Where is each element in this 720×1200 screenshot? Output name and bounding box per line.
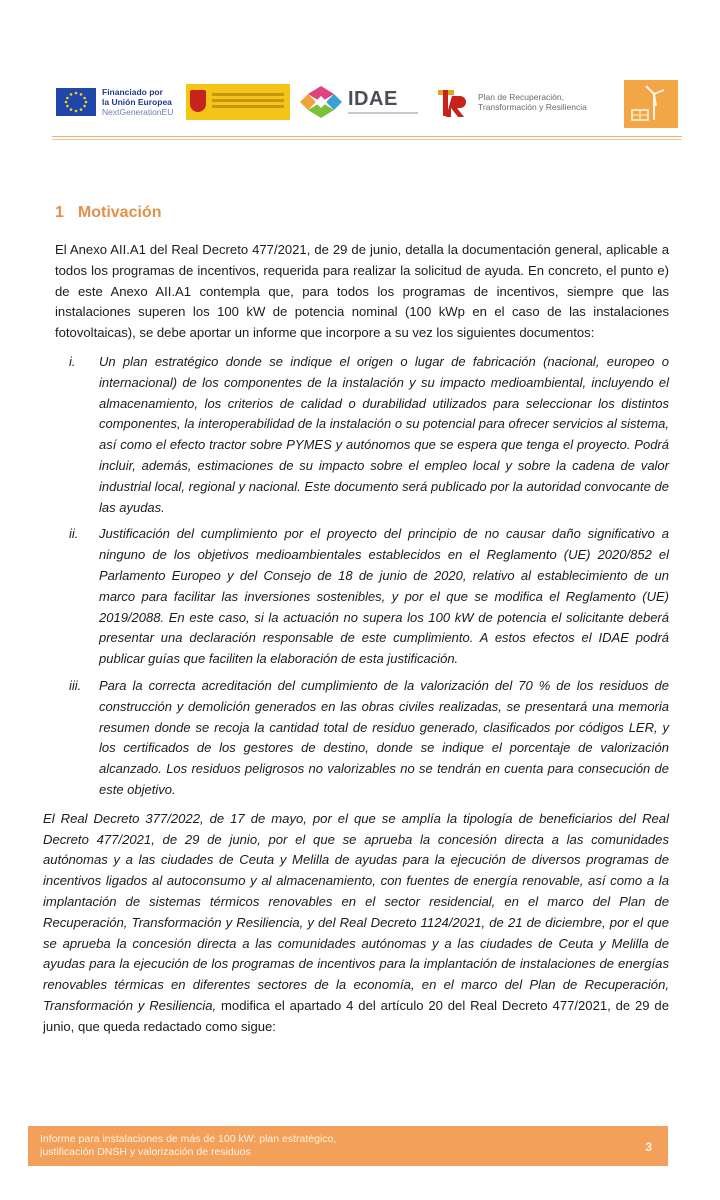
footer-line-1: Informe para instalaciones de más de 100 kW: plan estratégico, <box>40 1133 337 1145</box>
list-marker: ii. <box>69 526 79 542</box>
government-logo <box>186 84 290 120</box>
list-marker: i. <box>69 353 76 369</box>
page-header <box>52 80 682 132</box>
eu-line-3: NextGenerationEU <box>102 107 174 117</box>
idae-logo-mark-icon <box>298 84 344 120</box>
list-item-text: Justificación del cumplimiento por el proyecto del principio de no causar daño significativo a ninguno de los objetivos medioambientales establecidos en el Reglamento (UE) 2020/852 el Parlamento Europeo y del Consejo de 18 de junio de 2020, relativo al establecimiento de un marco para facilitar las inversiones sostenibles, y por el que se modifica el Reglamento (UE) 2019/2088. En este caso, si la actuación no supera los 100 kW de potencia el solicitante deberá presentar una declaración responsable de este cumplimiento. A estos efectos el IDAE podrá publicar guías que faciliten la elaboración de esta justificación. <box>99 526 669 667</box>
footer-title <box>40 1133 336 1159</box>
prtr-logo-mark-icon <box>436 86 468 120</box>
page-number: 3 <box>645 1140 652 1154</box>
closing-normal-text: modifica el apartado 4 del artículo 20 del Real Decreto 477/2021, de 29 de junio, que queda redactado como sigue: <box>43 997 669 1034</box>
section-title: Motivación <box>77 204 162 221</box>
closing-paragraph <box>43 809 669 1038</box>
list-item-text: Un plan estratégico donde se indique el origen o lugar de fabricación (nacional, europeo o internacional) de los componentes de la instalación y su impacto medioambiental, incluyendo el almacenamiento, los criterios de calidad o durabilidad utilizados para seleccionar los distintos componentes, la interoperabilidad de la instalación o su potencial para ofrecer servicios al sistema, así como el efecto tractor sobre PYMES y autónomos que se espera que tenga el proyecto. Podrá incluir, además, estimaciones de su impacto sobre el empleo local y sobre la cadena de valor industrial local, regional y nacional. Este documento será publicado por la autoridad convocante de las ayudas. <box>99 353 669 515</box>
coat-of-arms-icon <box>190 90 206 112</box>
prtr-logo-text <box>478 92 608 112</box>
prtr-line-1: Plan de Recuperación, <box>478 92 565 102</box>
header-divider-secondary <box>52 139 682 140</box>
prtr-line-2: Transformación y Resiliencia <box>478 102 587 112</box>
page-footer <box>28 1126 668 1166</box>
list-item-text: Para la correcta acreditación del cumplimiento de la valorización del 70 % de los residuos de construcción y demolición generados en las obras civiles realizadas, se presentará una memoria resumen donde se recoja la cantidad total de residuo generado, clasificados por códigos LER, y los certificados de los gestores de destino, donde se indique el porcentaje de valorización alcanzado. Los residuos peligrosos no valorizables no se tendrán en cuenta para consecución de este objetivo. <box>99 677 669 797</box>
closing-italic-text: El Real Decreto 377/2022, de 17 de mayo, por el que se amplía la tipología de beneficiarios del Real Decreto 477/2021, de 29 de junio, por el que se aprueba la concesión directa a las comunidades autónomas y a las ciudades de Ceuta y Melilla de ayudas para la ejecución de diversos programas de incentivos ligados al autoconsumo y al almacenamiento, con fuentes de energía renovable, así como a la implantación de sistemas térmicos renovables en el sector residencial, en el marco del Plan de Recuperación, Transformación y Resiliencia, y del Real Decreto 1124/2021, de 21 de diciembre, por el que se aprueba la concesión directa a las comunidades autónomas y a las ciudades de Ceuta y Melilla de ayudas para la ejecución de los programas de incentivos para la implantación de instalaciones de energías renovables térmicas en diferentes sectores de la economía, en el marco del Plan de Recuperación, Transformación y Resiliencia, <box>43 810 669 1013</box>
idae-logo-text: IDAE <box>348 88 398 110</box>
section-number: 1 <box>55 204 64 221</box>
list-marker: iii. <box>69 677 82 693</box>
header-divider <box>52 136 682 137</box>
wind-solar-logo-icon <box>624 80 678 128</box>
footer-line-2: justificación DNSH y valorización de residuos <box>40 1146 251 1158</box>
list-item <box>55 524 669 670</box>
eu-line-1: Financiado por <box>102 87 163 97</box>
eu-line-2: la Unión Europea <box>102 97 172 107</box>
list-item <box>55 352 669 518</box>
document-body <box>43 240 669 1037</box>
section-heading <box>55 204 161 222</box>
list-item <box>55 676 669 801</box>
eu-flag-logo <box>56 88 96 116</box>
intro-paragraph: El Anexo AII.A1 del Real Decreto 477/2021, de 29 de junio, detalla la documentación general, aplicable a todos los programas de incentivos, requerida para realizar la solicitud de ayuda. En concreto, el punto e) de este Anexo AII.A1 contempla que, para todos los programas de incentivos, siempre que las instalaciones superen los 100 kW de potencia nominal (100 kWp en el caso de las instalaciones fotovoltaicas), se debe aportar un informe que incorpore a su vez los siguientes documentos: <box>55 242 669 341</box>
